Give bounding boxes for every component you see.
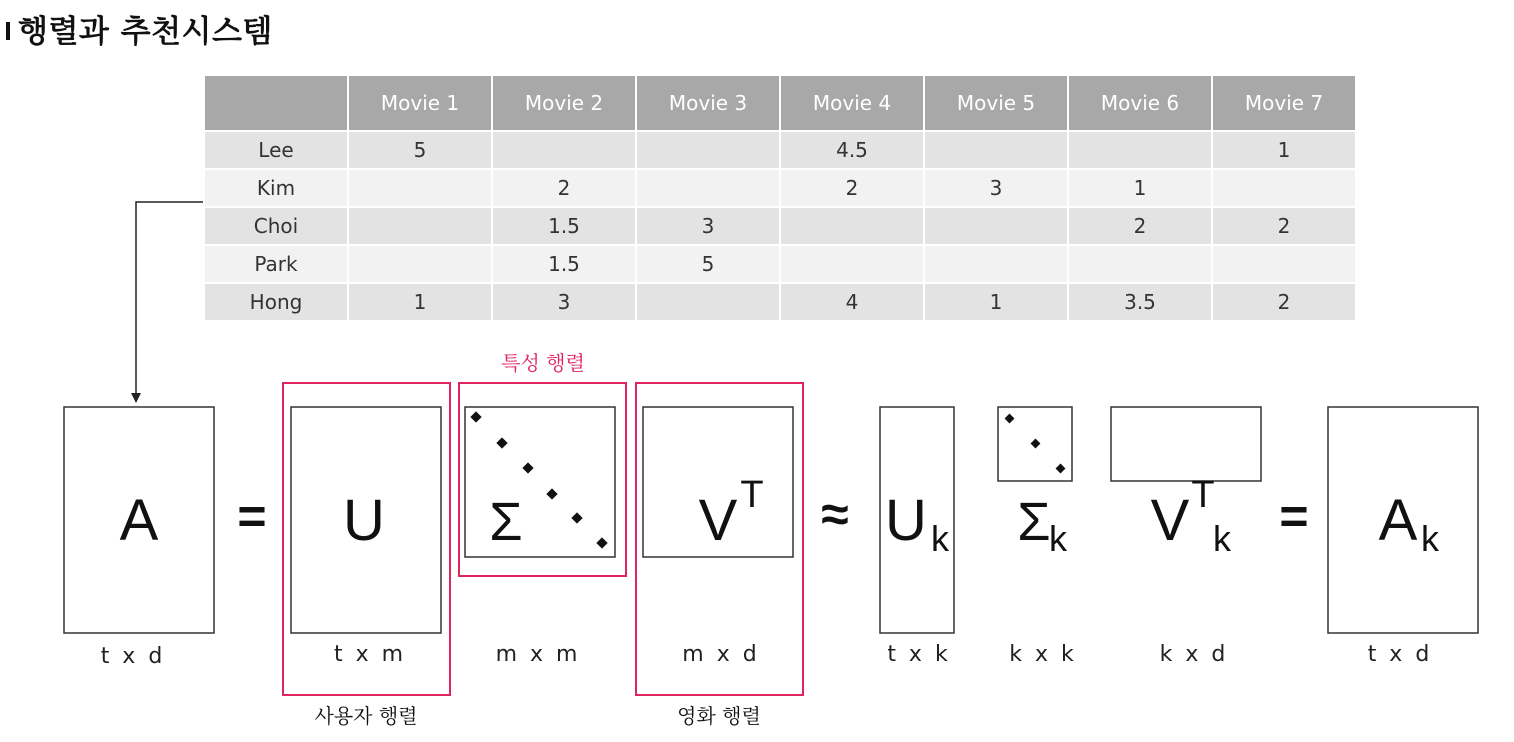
user-matrix-label: 사용자 행렬 [314, 704, 418, 728]
user-name-cell: Park [204, 245, 348, 283]
matrix-sigmak-symbol: Σ [1017, 492, 1051, 552]
matrix-vtk-superscript: T [1191, 474, 1215, 516]
column-header: Movie 2 [492, 75, 636, 131]
rating-cell: 3 [924, 169, 1068, 207]
matrix-sigma-symbol: Σ [489, 492, 523, 552]
matrix-vt-dimension: m x d [682, 642, 760, 667]
rating-cell: 5 [636, 245, 780, 283]
matrix-a-dimension: t x d [100, 644, 166, 669]
matrix-a-symbol: A [119, 488, 159, 553]
matrix-vt-symbol: V [698, 488, 738, 553]
rating-cell: 2 [492, 169, 636, 207]
rating-cell: 3 [636, 207, 780, 245]
column-header: Movie 6 [1068, 75, 1212, 131]
user-name-cell: Lee [204, 131, 348, 169]
column-header: Movie 7 [1212, 75, 1356, 131]
matrix-ak-dimension: t x d [1367, 642, 1433, 667]
rating-cell: 2 [1212, 207, 1356, 245]
rating-cell: 2 [1068, 207, 1212, 245]
feature-matrix-label: 특성 행렬 [501, 351, 585, 375]
user-name-cell: Hong [204, 283, 348, 321]
matrix-sigmak-dimension: k x k [1009, 642, 1077, 667]
matrix-ak-symbol: A [1378, 488, 1418, 553]
column-header: Movie 4 [780, 75, 924, 131]
approx-sign: ≈ [821, 486, 849, 542]
matrix-sigmak-subscript: k [1049, 518, 1067, 559]
rating-cell: 4.5 [780, 131, 924, 169]
user-name-cell: Kim [204, 169, 348, 207]
column-header: Movie 1 [348, 75, 492, 131]
equals-sign: = [1279, 488, 1309, 544]
page-title-text: 행렬과 추천시스템 [18, 14, 273, 50]
rating-cell: 1.5 [492, 245, 636, 283]
matrix-sigma-box [465, 407, 615, 557]
matrix-u-dimension: t x m [333, 642, 407, 667]
matrix-uk-symbol: U [885, 488, 927, 553]
column-header: Movie 5 [924, 75, 1068, 131]
rating-cell: 1 [348, 283, 492, 321]
equals-sign: = [237, 488, 267, 544]
connector-arrow [136, 202, 203, 398]
matrix-vtk-dimension: k x d [1159, 642, 1229, 667]
matrix-ak-subscript: k [1421, 518, 1439, 559]
rating-cell: 1 [1212, 131, 1356, 169]
rating-cell: 1 [924, 283, 1068, 321]
rating-cell: 2 [780, 169, 924, 207]
rating-cell: 4 [780, 283, 924, 321]
matrix-u-symbol: U [343, 488, 385, 553]
rating-cell: 5 [348, 131, 492, 169]
movie-matrix-label: 영화 행렬 [677, 704, 761, 728]
rating-cell: 3 [492, 283, 636, 321]
matrix-vtk-symbol: V [1150, 488, 1190, 553]
matrix-uk-subscript: k [931, 518, 949, 559]
transpose-superscript: T [740, 474, 764, 516]
matrix-vtk-subscript: k [1213, 518, 1231, 559]
rating-cell: 1.5 [492, 207, 636, 245]
matrix-uk-dimension: t x k [887, 642, 951, 667]
matrix-vtk-box [1111, 407, 1261, 481]
user-name-cell: Choi [204, 207, 348, 245]
rating-cell: 1 [1068, 169, 1212, 207]
matrix-sigma-dimension: m x m [495, 642, 581, 667]
column-header: Movie 3 [636, 75, 780, 131]
rating-cell: 2 [1212, 283, 1356, 321]
rating-cell: 3.5 [1068, 283, 1212, 321]
